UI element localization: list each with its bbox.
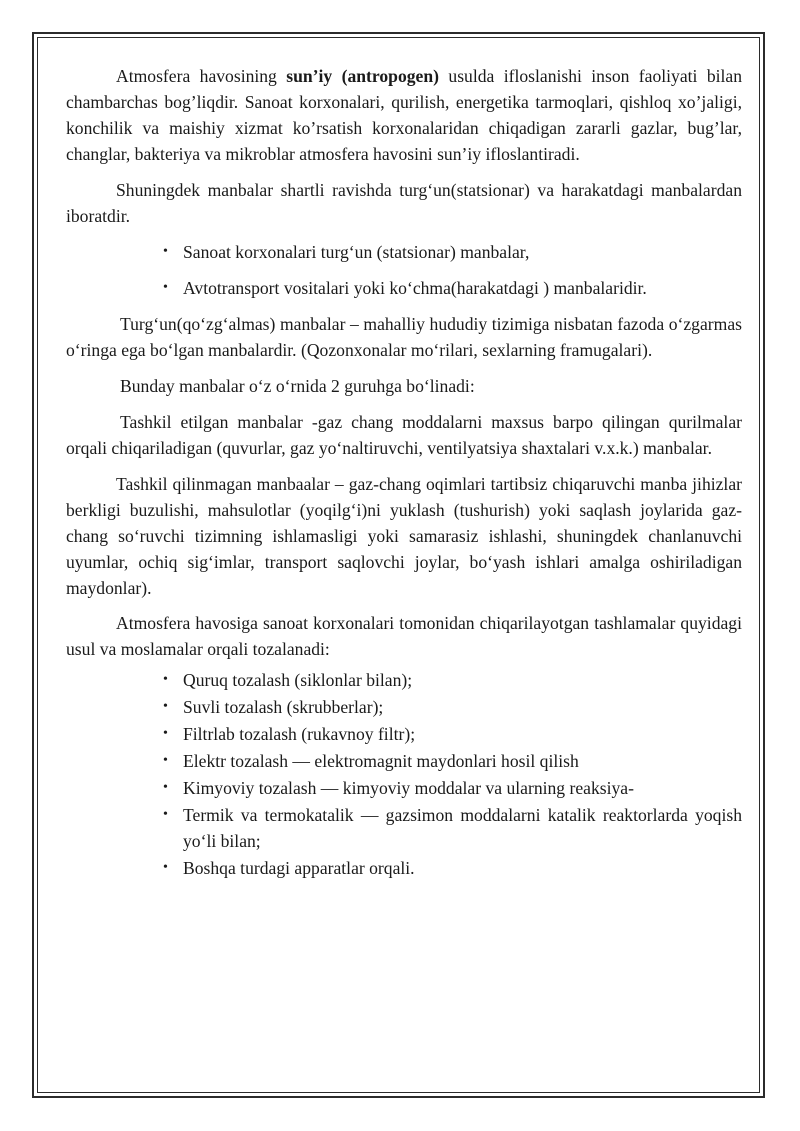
paragraph-stationary: Turg‘un(qo‘zg‘almas) manbalar – mahalliy hududiy tizimiga nisbatan fazoda o‘zgarmas o‘ringa ega bo‘lgan manbalardir. (Qozonxonalar mo‘rilari, sexlarning framugalari). (66, 314, 742, 360)
list-item (163, 775, 742, 801)
bullet-icon: • (163, 699, 168, 714)
list-item (163, 275, 742, 301)
list-item-text: Filtrlab tozalash (rukavnoy filtr); (183, 724, 416, 744)
bullet-icon: • (163, 672, 168, 687)
bold-term: sun’iy (antropogen) (286, 66, 440, 86)
document-body (66, 63, 742, 881)
list-item (163, 855, 742, 881)
bullet-icon: • (163, 860, 168, 875)
bullet-icon: • (163, 726, 168, 741)
list-item-text: Kimyoviy tozalash — kimyoviy moddalar va ularning reaksiya- (183, 778, 634, 798)
list-item (163, 694, 742, 720)
bullet-icon: • (163, 753, 168, 768)
list-item (163, 802, 742, 854)
list-item-text: Termik va termokatalik — gazsimon moddalarni katalik reaktorlarda yoqish yo‘li bilan; (183, 805, 742, 851)
list-item (163, 721, 742, 747)
source-types-list (66, 239, 742, 301)
paragraph-cleaning: Atmosfera havosiga sanoat korxonalari tomonidan chiqarilayotgan tashlamalar quyidagi usul va moslamalar orqali tozalanadi: (66, 613, 742, 659)
paragraph-text: Atmosfera havosining (116, 66, 287, 86)
paragraph-text: usulda ifloslanishi inson faoliyati bilan chambarchas bog’liqdir. Sanoat korxonalari, qurilish, energetika tarmoqlari, qishloq xo’jaligi, konchilik va maishiy xizmat ko’rsatish korxonalaridan chiqadigan zararli gazlar, bug’lar, changlar, bakteriya va mikroblar atmosfera havosini sun’iy ifloslantiradi. (66, 66, 742, 164)
paragraph-groups: Bunday manbalar o‘z o‘rnida 2 guruhga bo‘linadi: (120, 376, 475, 396)
bullet-icon: • (163, 280, 168, 295)
paragraph-organized: Tashkil etilgan manbalar -gaz chang moddalarni maxsus barpo qilingan qurilmalar orqali chiqariladigan (quvurlar, gaz yo‘naltiruvchi, ventilyatsiya shaxtalari v.x.k.) manbalar. (66, 412, 742, 458)
paragraph-sources: Shuningdek manbalar shartli ravishda turg‘un(statsionar) va harakatdagi manbalardan iboratdir. (66, 180, 742, 226)
list-item (163, 239, 742, 265)
cleaning-methods-list (66, 667, 742, 881)
list-item-text: Sanoat korxonalari turg‘un (statsionar) manbalar, (183, 242, 530, 262)
bullet-icon: • (163, 244, 168, 259)
paragraph-anthropogen (66, 63, 742, 167)
list-item-text: Quruq tozalash (siklonlar bilan); (183, 670, 413, 690)
list-item (163, 667, 742, 693)
bullet-icon: • (163, 780, 168, 795)
list-item-text: Elektr tozalash — elektromagnit maydonlari hosil qilish (183, 751, 579, 771)
list-item-text: Suvli tozalash (skrubberlar); (183, 697, 384, 717)
list-item-text: Avtotransport vositalari yoki ko‘chma(harakatdagi ) manbalaridir. (183, 278, 647, 298)
list-item (163, 748, 742, 774)
paragraph-unorganized: Tashkil qilinmagan manbaalar – gaz-chang oqimlari tartibsiz chiqaruvchi manba jihizlar berkligi buzulishi, mahsulotlar (yoqilg‘i)ni yuklash (tushurish) yoki saqlash joylarida gaz-chang so‘ruvchi tizimning ishlamasligi yoki samarasiz ishlashi, shuningdek chanlanuvchi uyumlar, ochiq sig‘imlar, transport saqlovchi joylar, bo‘yash ishlari amalga oshiriladigan maydonlar). (66, 474, 742, 598)
bullet-icon: • (163, 807, 168, 822)
list-item-text: Boshqa turdagi apparatlar orqali. (183, 858, 415, 878)
